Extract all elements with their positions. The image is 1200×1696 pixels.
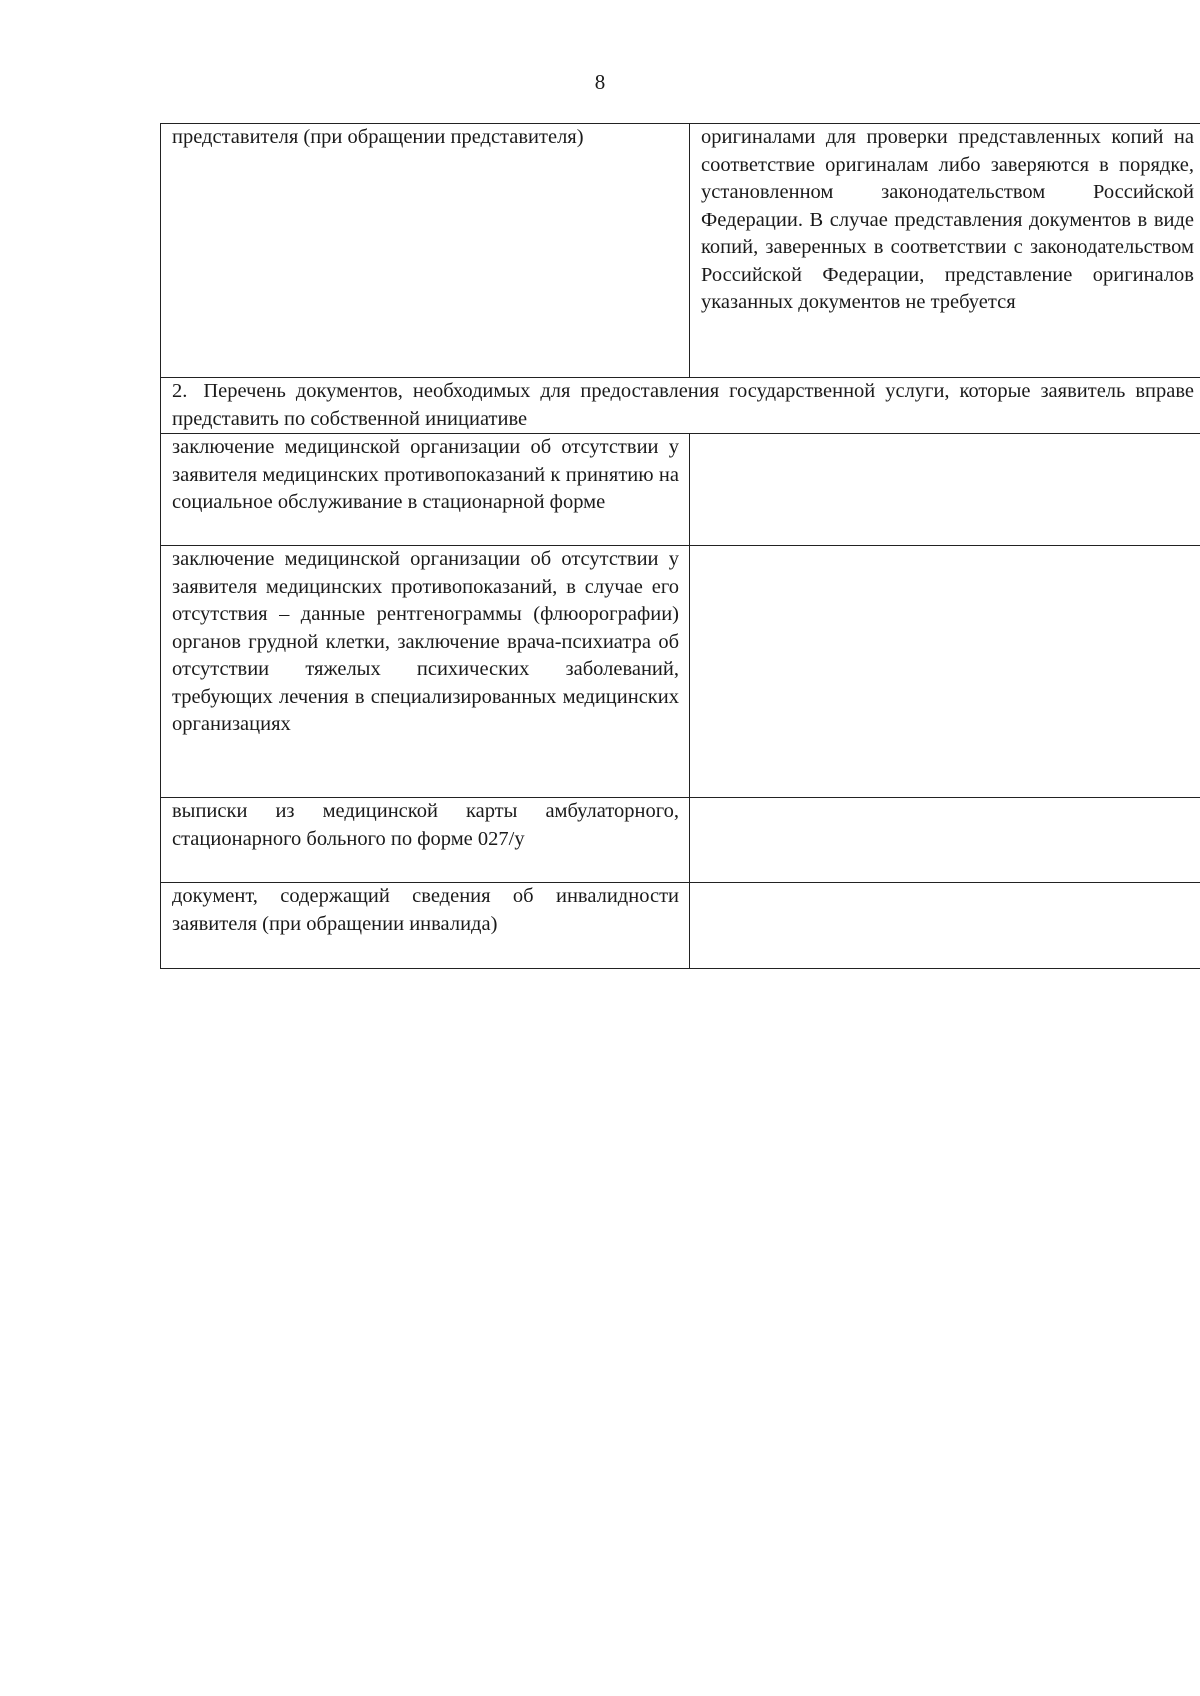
table-cell-right: оригиналами для проверки представленных копий на соответствие оригиналам либо заверяются в порядке, установленном законодательством Российской Федерации. В случае представления документов в виде копий, заверенных в соответствии с законодательством Российской Федерации, представление оригиналов указанных документов не требуется (690, 124, 1200, 378)
table-cell-left: заключение медицинской организации об отсутствии у заявителя медицинских противопоказаний к принятию на социальное обслуживание в стационарной форме (161, 434, 690, 546)
table-cell-left: документ, содержащий сведения об инвалидности заявителя (при обращении инвалида) (161, 883, 690, 969)
section-title: Перечень документов, необходимых для предоставления государственной услуги, которые заявитель вправе представить по собственной инициативе (172, 380, 1194, 430)
table-row (161, 546, 1200, 798)
table-cell-right (690, 883, 1200, 969)
table-row (161, 798, 1200, 883)
section-heading-row (161, 378, 1200, 434)
section-number: 2. (172, 380, 188, 402)
table-cell-right (690, 434, 1200, 546)
documents-table (160, 123, 1200, 969)
table-row (161, 124, 1200, 378)
table-cell-right (690, 546, 1200, 798)
table-cell-left: заключение медицинской организации об отсутствии у заявителя медицинских противопоказаний, в случае его отсутствия – данные рентгенограммы (флюорографии) органов грудной клетки, заключение врача-психиатра об отсутствии тяжелых психических заболеваний, требующих лечения в специализированных медицинских организациях (161, 546, 690, 798)
table-row (161, 883, 1200, 969)
table-cell-left: представителя (при обращении представителя) (161, 124, 690, 378)
page-number: 8 (594, 70, 606, 94)
table-cell-right (690, 798, 1200, 883)
table-row (161, 434, 1200, 546)
table-cell-left: выписки из медицинской карты амбулаторного, стационарного больного по форме 027/у (161, 798, 690, 883)
section-heading (161, 378, 1200, 434)
